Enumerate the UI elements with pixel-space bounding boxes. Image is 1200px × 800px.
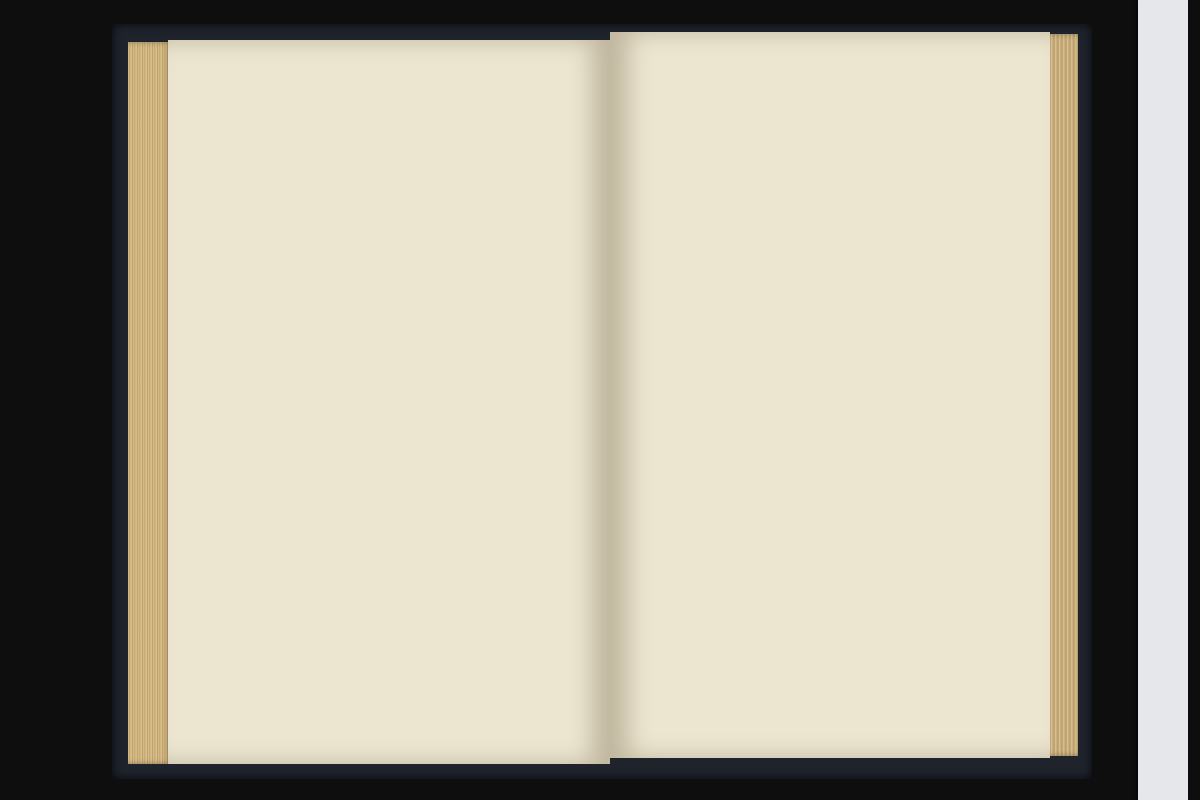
page-edges-left: [128, 42, 172, 764]
measurement-ruler: [1138, 0, 1188, 800]
right-page: [610, 32, 1050, 758]
left-page: [168, 40, 610, 764]
